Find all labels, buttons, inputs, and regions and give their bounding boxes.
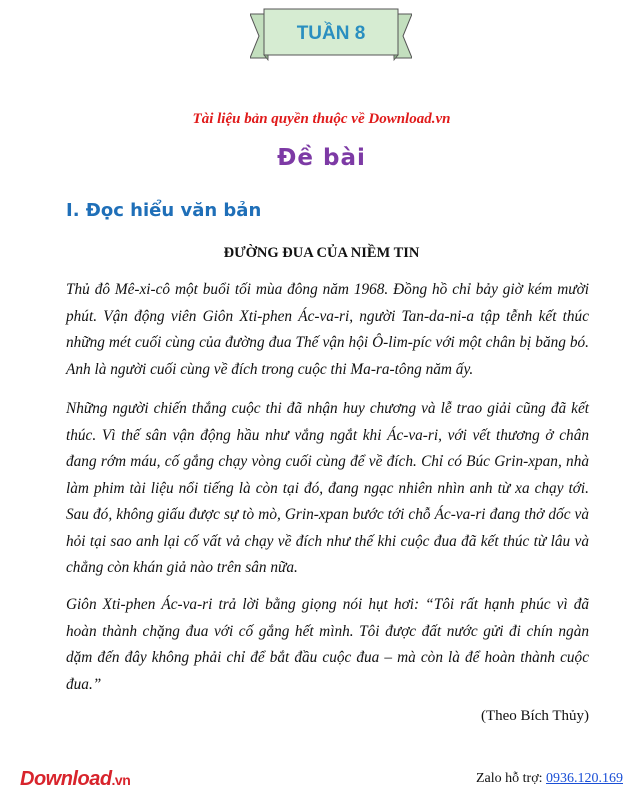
support-phone-link[interactable]: 0936.120.169 (546, 771, 623, 786)
logo-main-text: Download (20, 768, 112, 790)
logo-tld-text: .vn (111, 772, 131, 788)
week-title: TUẦN 8 (296, 23, 366, 44)
story-title: ĐƯỜNG ĐUA CỦA NIỀM TIN (223, 245, 420, 261)
assignment-heading: Đề bài (277, 145, 366, 171)
copyright-notice: Tài liệu bản quyền thuộc về Download.vn (192, 111, 451, 127)
support-contact (476, 771, 623, 787)
story-paragraph-3: Giôn Xti-phen Ác-va-ri trả lời bằng giọng nói hụt hơi: “Tôi rất hạnh phúc vì đã hoàn thành chặng đua với cố gắng hết mình. Tôi được đất nước gửi đi chín ngàn dặm đến đây không phải chỉ để bắt đầu cuộc đua – mà còn là để hoàn thành cuộc đua.” (66, 596, 589, 693)
download-logo[interactable] (20, 768, 130, 791)
story-paragraph-2: Những người chiến thắng cuộc thi đã nhận huy chương và lễ trao giải cũng đã kết thúc. Vì thế sân vận động hầu như vắng ngắt khi Ác-va-ri, với vết thương ở chân đang rớm máu, cố gắng chạy vòng cuối cùng để về đích. Chỉ có Búc Grin-xpan, nhà làm phim tài liệu nổi tiếng là còn tại đó, đang ngạc nhiên nhìn anh từ xa chạy tới. Sau đó, không giấu được sự tò mò, Grin-xpan bước tới chỗ Ác-va-ri đang thở dốc và hỏi tại sao anh lại cố vất vả chạy về đích như thế khi cuộc đua đã kết thúc từ lâu và chẳng còn khán giả nào trên sân nữa. (66, 400, 589, 576)
section-heading: I. Đọc hiểu văn bản (66, 200, 262, 221)
support-label: Zalo hỗ trợ: (476, 771, 543, 786)
story-paragraph-1: Thủ đô Mê-xi-cô một buổi tối mùa đông năm 1968. Đồng hồ chỉ bảy giờ kém mười phút. Vận động viên Giôn Xti-phen Ác-va-ri, người Tan-da-ni-a tập tễnh kết thúc những mét cuối cùng của đường đua Thế vận hội Ô-lim-píc với một chân bị băng bó. Anh là người cuối cùng về đích trong cuộc thi Ma-ra-tông năm ấy. (66, 281, 589, 378)
week-banner (250, 8, 412, 64)
source-attribution: (Theo Bích Thủy) (480, 708, 589, 724)
